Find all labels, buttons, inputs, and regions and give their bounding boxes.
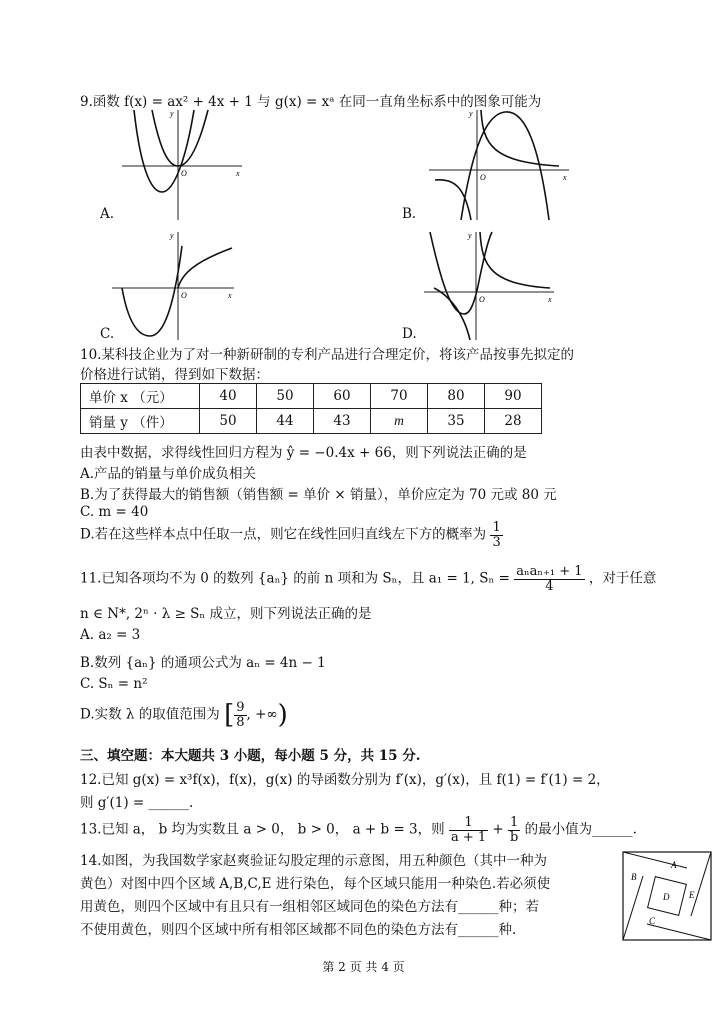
q11-stem-2: n ∈ N*, 2ⁿ · λ ≥ Sₙ 成立，则下列说法正确的是	[80, 606, 372, 622]
q11-stem-1-b: ，对于任意	[588, 570, 657, 587]
graph-d-x-label: x	[548, 295, 552, 304]
fraction-numerator: 9	[236, 699, 245, 715]
q11-stem-1-a: 11.已知各项均不为 0 的数列 {aₙ} 的前 n 项和为 Sₙ，且 a₁ = 1, Sₙ =	[80, 570, 510, 587]
q11-sn-fraction	[514, 565, 584, 593]
table-cell: 70	[371, 384, 428, 409]
table-cell: 28	[485, 409, 542, 434]
fraction-denominator: 4	[545, 578, 554, 594]
q13-line	[80, 816, 637, 844]
q11-option-d-text: D.实数 λ 的取值范围为	[80, 706, 220, 723]
q12-line-2: 则 g′(1) = ______.	[80, 795, 194, 811]
q11-stem-1	[80, 565, 656, 593]
q14-line-2: 黄色）对图中四个区域 A,B,C,E 进行染色，每个区域只能用一种染色.若必须使	[80, 876, 551, 892]
q10-option-d-fraction	[490, 521, 502, 549]
zhao-shuang-diagram	[621, 850, 713, 942]
q14-line-4: 不使用黄色，则四个区域中所有相邻区域都不同色的染色方法有______种.	[80, 922, 517, 938]
q13-fraction-2	[508, 816, 520, 844]
table-cell: 50	[257, 384, 314, 409]
table-cell: 40	[200, 384, 257, 409]
q11-option-a: A. a₂ = 3	[80, 627, 141, 643]
table-cell: 80	[428, 384, 485, 409]
table-row	[81, 384, 542, 409]
table-cell: 90	[485, 384, 542, 409]
q12-line-1: 12.已知 g(x) = x³f(x)，f(x)，g(x) 的导函数分别为 f′(x)，g′(x)，且 f(1) = f′(1) = 2，	[80, 772, 610, 788]
price-sales-table	[80, 383, 542, 434]
graph-a	[120, 104, 250, 222]
graph-c	[110, 226, 240, 344]
q11-option-d-upper: , +∞	[246, 706, 278, 723]
graph-d-origin: O	[479, 295, 485, 304]
region-e-label: E	[689, 890, 695, 900]
q11-option-d-fraction	[234, 701, 246, 729]
page-footer: 第 2 页 共 4 页	[322, 960, 405, 974]
fraction-denominator: a + 1	[450, 829, 487, 845]
region-a-label: A	[671, 860, 677, 870]
graph-b-y-label: y	[469, 109, 473, 118]
graph-b-origin: O	[480, 173, 486, 182]
q11-option-d: D.实数 λ 的取值范围为 [ $\frac{9}{8}$ , +∞)	[80, 699, 288, 730]
q10-stem-1: 10.某科技企业为了对一种新研制的专利产品进行合理定价，将该产品按事先拟定的	[80, 347, 574, 363]
q9-stem: 9.函数 f(x) = ax² + 4x + 1 与 g(x) = xᵃ 在同一直角坐标系中的图象可能为	[80, 94, 542, 110]
graph-d	[420, 226, 560, 344]
table-row	[81, 409, 542, 434]
region-d-label: D	[663, 892, 670, 902]
q10-option-d-text: D.若在这些样本点中任取一点，则它在线性回归直线左下方的概率为	[80, 526, 487, 543]
q10-option-d	[80, 521, 503, 549]
q14-line-3: 用黄色，则四个区域中有且只有一组相邻区域同色的染色方法有______种；若	[80, 899, 539, 915]
q14-line-1: 14.如图，为我国数学家赵爽验证勾股定理的示意图，用五种颜色（其中一种为	[80, 853, 547, 869]
q10-option-c: C. m = 40	[80, 504, 149, 520]
fraction-denominator: b	[510, 829, 519, 845]
graph-b	[425, 104, 575, 222]
fraction-denominator: 3	[492, 534, 501, 550]
q13-fraction-1	[449, 816, 488, 844]
graph-c-label: C.	[100, 326, 115, 342]
fraction-numerator: aₙaₙ₊₁ + 1	[516, 564, 583, 579]
region-b-label: B	[631, 872, 637, 882]
graph-a-x-label: x	[236, 169, 240, 178]
graph-c-origin: O	[181, 291, 187, 300]
q10-option-b: B.为了获得最大的销售额（销售额 = 单价 × 销量），单价应定为 70 元或 80 元	[80, 487, 557, 503]
table-cell: 50	[200, 409, 257, 434]
graph-a-label: A.	[100, 206, 115, 222]
graph-a-y-label: y	[170, 109, 174, 118]
q13-plus: +	[492, 821, 504, 838]
fraction-denominator: 8	[236, 714, 245, 730]
table-cell: 44	[257, 409, 314, 434]
graph-d-y-label: y	[468, 231, 472, 240]
table-header-price: 单价 x （元）	[81, 384, 200, 409]
section-3-heading: 三、填空题：本大题共 3 小题，每小题 5 分，共 15 分.	[80, 748, 421, 764]
graph-c-y-label: y	[170, 231, 174, 240]
q11-option-c: C. Sₙ = n²	[80, 676, 148, 692]
graph-d-label: D.	[402, 326, 417, 342]
q11-option-b: B.数列 {aₙ} 的通项公式为 aₙ = 4n − 1	[80, 655, 326, 671]
q13-text-b: 的最小值为______.	[524, 821, 637, 838]
q10-option-a: A.产品的销量与单价成负相关	[80, 466, 257, 482]
graph-b-label: B.	[402, 206, 417, 222]
graph-c-x-label: x	[228, 291, 232, 300]
q10-stem-3: 由表中数据，求得线性回归方程为 ŷ = −0.4x + 66，则下列说法正确的是	[80, 445, 527, 461]
table-cell: 43	[314, 409, 371, 434]
fraction-numerator: 1	[508, 816, 520, 831]
table-header-sales: 销量 y （件）	[81, 409, 200, 434]
table-cell: 60	[314, 384, 371, 409]
graph-b-x-label: x	[563, 173, 567, 182]
fraction-numerator: 1	[449, 816, 488, 831]
graph-a-origin: O	[181, 169, 187, 178]
region-c-label: C	[649, 916, 656, 926]
table-cell: 35	[428, 409, 485, 434]
fraction-numerator: 1	[492, 520, 501, 535]
table-cell: m	[371, 409, 428, 434]
q13-text-a: 13.已知 a， b 均为实数且 a > 0， b > 0， a + b = 3，则	[80, 821, 445, 838]
q10-stem-2: 价格进行试销，得到如下数据：	[80, 367, 269, 383]
